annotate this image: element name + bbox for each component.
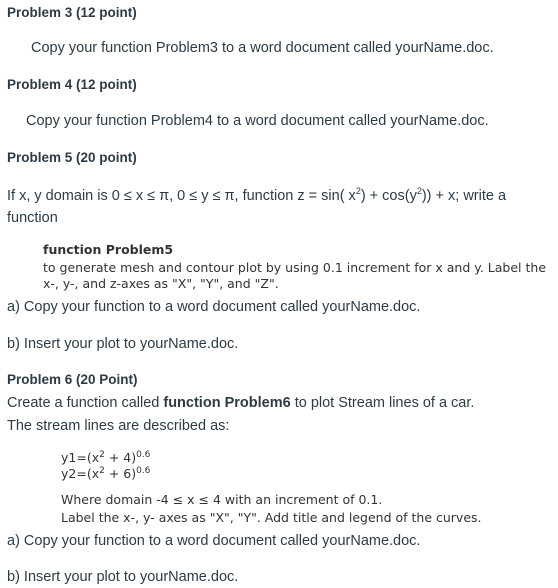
eq2-sup: 2 xyxy=(99,465,105,476)
problem-5-function-name: function Problem5 xyxy=(43,242,174,257)
problem-5-desc-line1: to generate mesh and contour plot by using 0.1 increment for x and y. Label the xyxy=(43,260,547,275)
problem-5-item-a: a) Copy your function to a word document called yourName.doc. xyxy=(7,299,421,315)
problem-4-text: Copy your function Problem4 to a word document called yourName.doc. xyxy=(26,113,489,129)
problem-5-intro xyxy=(7,188,506,204)
eq2-exp: 0.6 xyxy=(136,465,151,476)
equation-y2 xyxy=(61,466,150,481)
problem-3-text: Copy your function Problem3 to a word document called yourName.doc. xyxy=(31,40,494,56)
intro-part-b: ) + cos(y xyxy=(360,188,417,204)
intro-part-c: )) + x; write a xyxy=(421,188,507,204)
eq1-part-b: + 4) xyxy=(104,450,137,465)
problem-6-stream-desc: The stream lines are described as: xyxy=(7,418,230,434)
domain-text: Where domain -4 ≤ x ≤ 4 with an increment of 0.1. xyxy=(61,492,383,507)
problem-5-intro-line2: function xyxy=(7,210,58,226)
eq2-part-b: + 6) xyxy=(104,466,137,481)
eq1-sup: 2 xyxy=(99,449,105,460)
intro-part-a: If x, y domain is 0 ≤ x ≤ π, 0 ≤ y ≤ π, function z = sin( x xyxy=(7,188,356,204)
label-text: Label the x-, y- axes as "X", "Y". Add title and legend of the curves. xyxy=(61,510,482,525)
problem-5-item-b: b) Insert your plot to yourName.doc. xyxy=(7,336,239,352)
problem-5-title: Problem 5 (20 point) xyxy=(7,150,137,165)
problem-4-title: Problem 4 (12 point) xyxy=(7,77,137,92)
problem-6-item-b: b) Insert your plot to yourName.doc. xyxy=(7,569,239,585)
problem-6-title: Problem 6 (20 Point) xyxy=(7,372,138,387)
intro-sup-1: 2 xyxy=(355,186,361,197)
create-function-name: function Problem6 xyxy=(163,395,291,411)
problem-6-create xyxy=(7,395,474,411)
eq1-part-a: y1=(x xyxy=(61,450,100,465)
eq1-exp: 0.6 xyxy=(136,449,151,460)
create-prefix: Create a function called xyxy=(7,395,164,411)
problem-6-item-a: a) Copy your function to a word document called yourName.doc. xyxy=(7,533,421,549)
intro-sup-2: 2 xyxy=(416,186,422,197)
create-suffix: to plot Stream lines of a car. xyxy=(290,395,475,411)
equation-y1 xyxy=(61,450,150,465)
eq2-part-a: y2=(x xyxy=(61,466,100,481)
problem-5-desc-line2: x-, y-, and z-axes as "X", "Y", and "Z". xyxy=(43,276,279,291)
problem-3-title: Problem 3 (12 point) xyxy=(7,5,137,20)
